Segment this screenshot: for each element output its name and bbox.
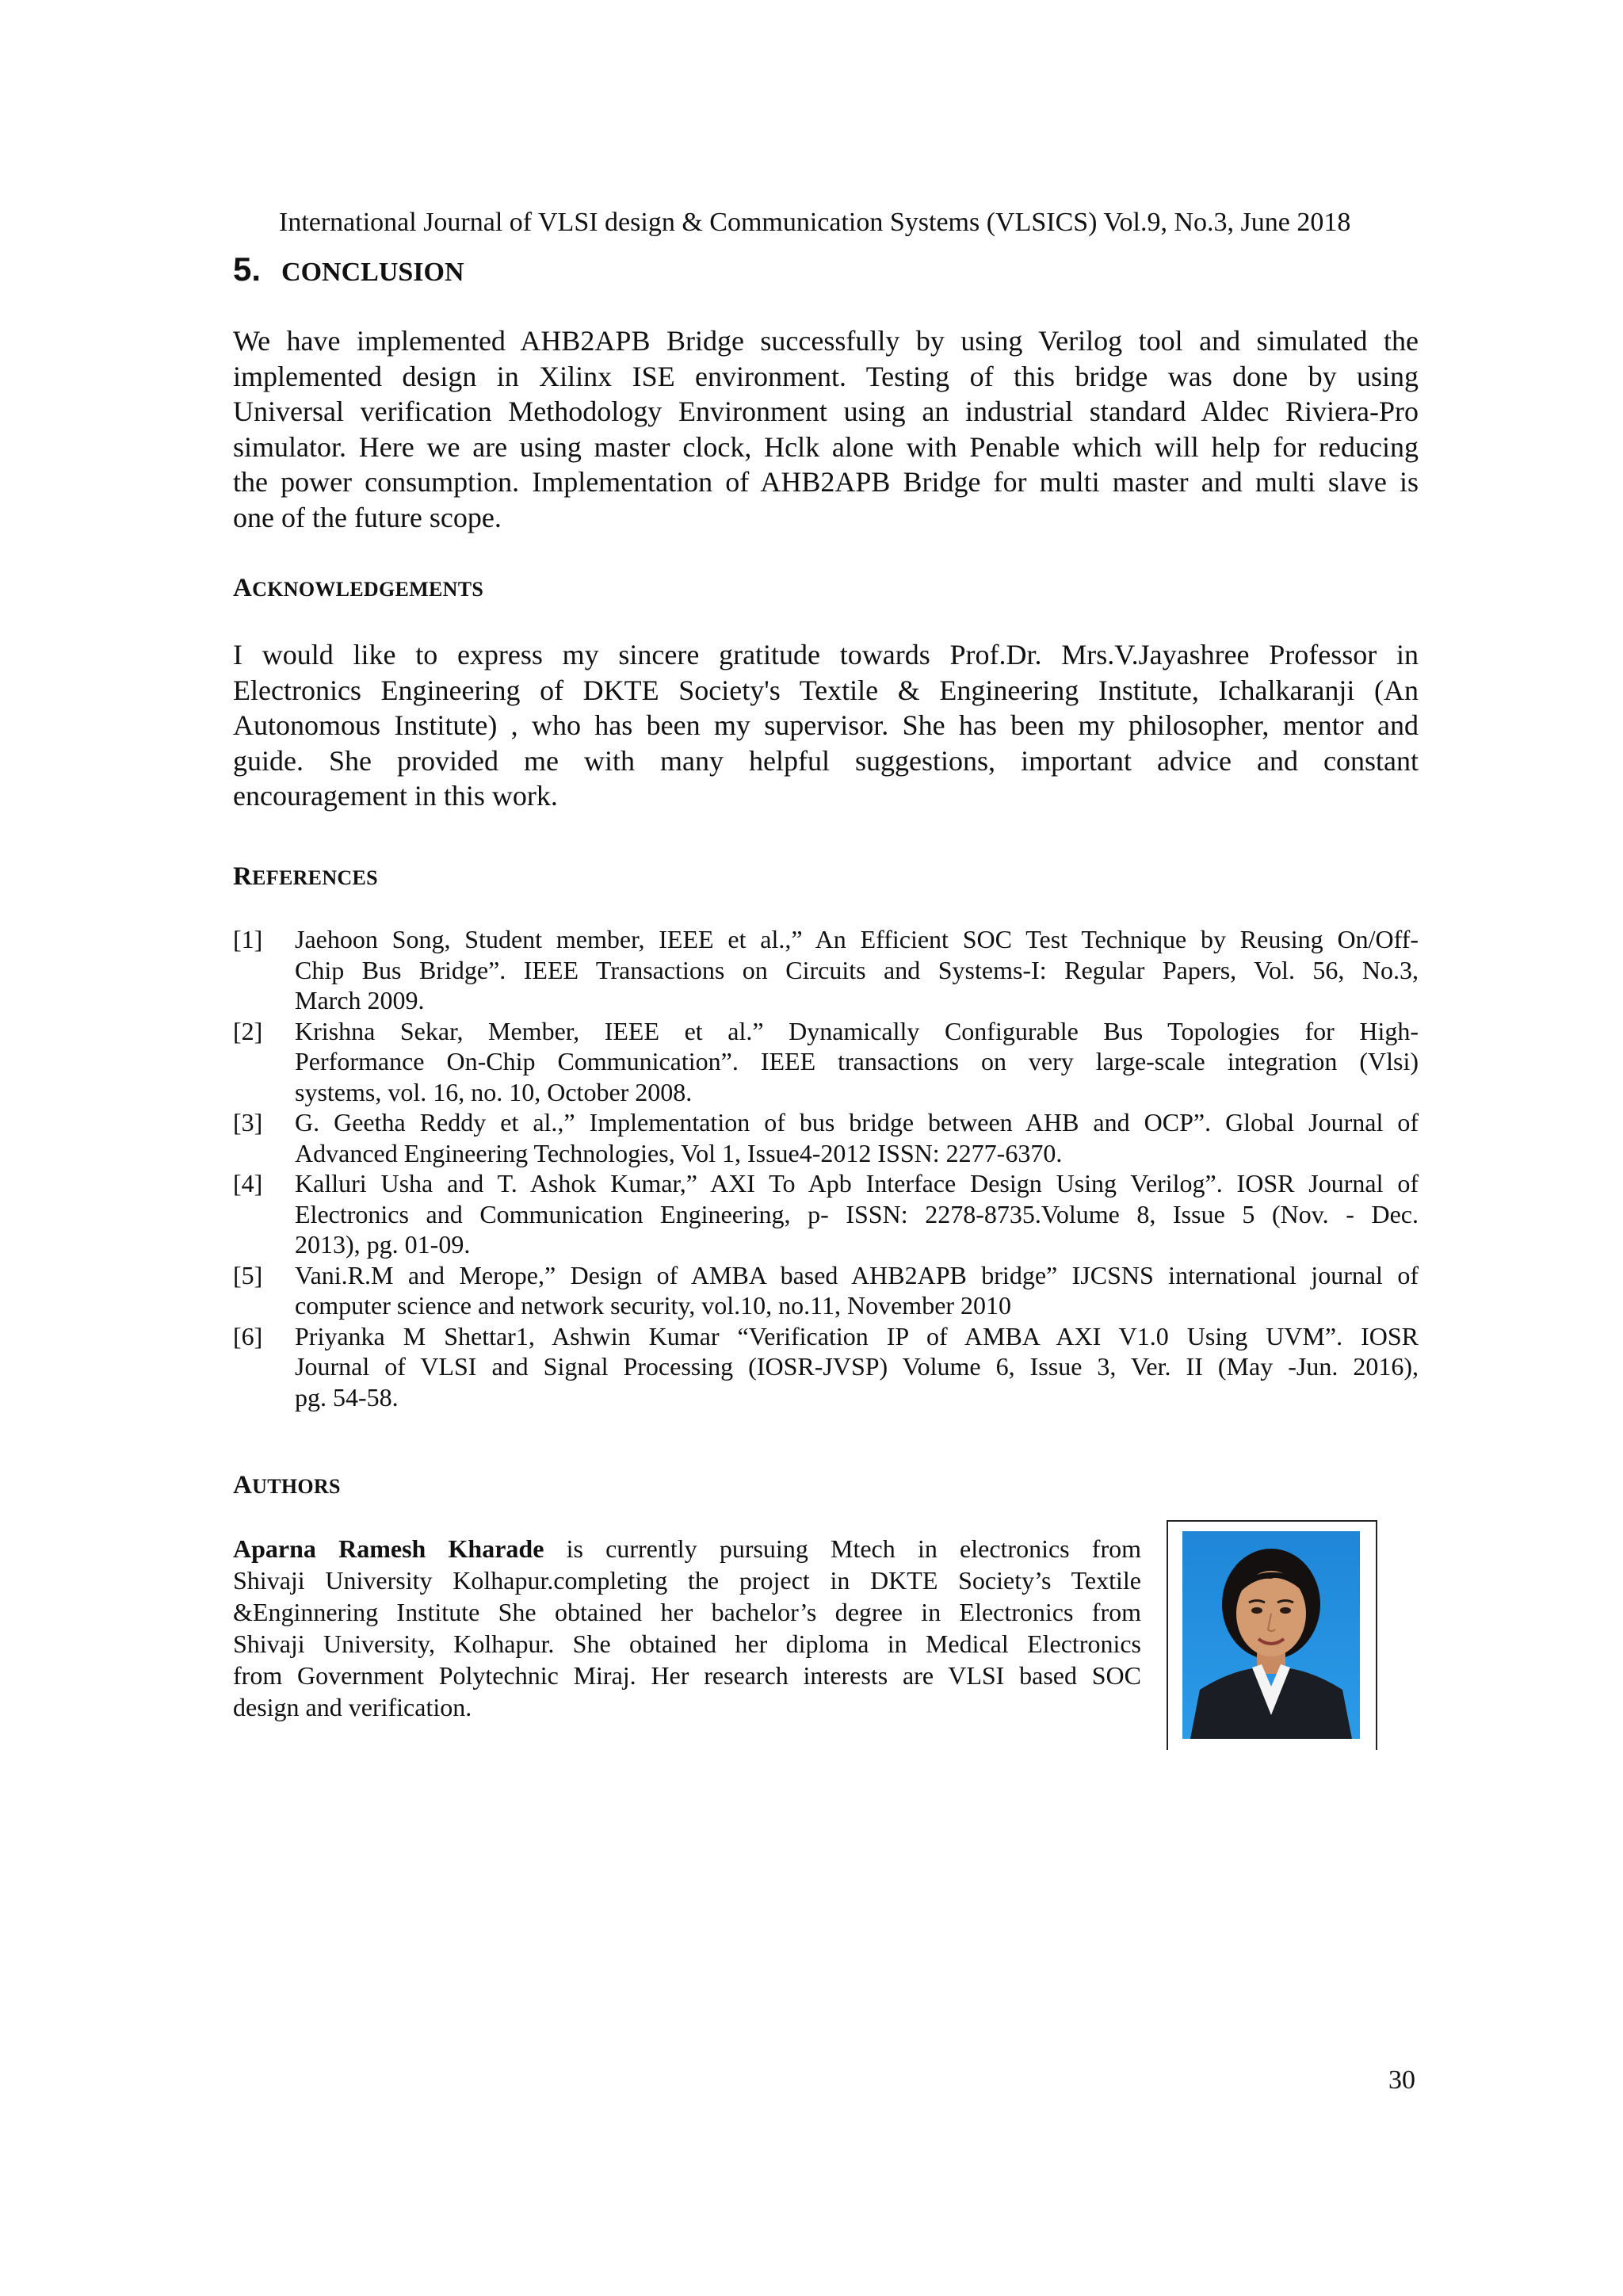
text-line: Shivaji University, Kolhapur. She obtained her diploma in Medical Electronics: [233, 1629, 1141, 1658]
text-line: implemented design in Xilinx ISE environment. Testing of this bridge was done by using: [233, 360, 1419, 392]
text-line: Electronics Engineering of DKTE Society's Textile & Engineering Institute, Ichalkaranji (An: [233, 674, 1419, 706]
author-photo: [1182, 1531, 1360, 1739]
text-line: guide. She provided me with many helpful suggestions, important advice and constant: [233, 744, 1419, 777]
reference-item: [233, 924, 1419, 1016]
heading-rest: EFERENCES: [252, 866, 378, 889]
text-line: pg. 54-58.: [295, 1382, 399, 1412]
text-line: Chip Bus Bridge”. IEEE Transactions on Circuits and Systems-I: Regular Papers, Vol. 56, No.3,: [295, 955, 1419, 984]
heading-rest: UTHORS: [252, 1475, 341, 1498]
reference-number: [3]: [233, 1108, 263, 1137]
text-line: systems, vol. 16, no. 10, October 2008.: [295, 1077, 693, 1106]
reference-number: [6]: [233, 1321, 263, 1350]
text-line: Universal verification Methodology Environment using an industrial standard Aldec Riviera-Pro: [233, 395, 1419, 427]
heading-authors: [233, 1471, 341, 1500]
text-line: 2013), pg. 01-09.: [295, 1230, 471, 1259]
heading-references: [233, 862, 378, 892]
heading-initial: R: [233, 862, 253, 891]
text-line: Kalluri Usha and T. Ashok Kumar,” AXI To Apb Interface Design Using Verilog”. IOSR Journal of: [295, 1169, 1419, 1198]
text-line: Krishna Sekar, Member, IEEE et al.” Dynamically Configurable Bus Topologies for High-: [295, 1016, 1419, 1045]
text-line: G. Geetha Reddy et al.,” Implementation of bus bridge between AHB and OCP”. Global Journal of: [295, 1108, 1419, 1137]
author-bio-start: is currently pursuing Mtech in electronics from: [544, 1534, 1142, 1563]
heading-initial: A: [233, 574, 253, 602]
text-line: I would like to express my sincere gratitude towards Prof.Dr. Mrs.V.Jayashree Professor in: [233, 639, 1419, 670]
reference-item: [233, 1107, 1419, 1168]
text-line: the power consumption. Implementation of AHB2APB Bridge for multi master and multi slave is: [233, 466, 1419, 498]
reference-number: [5]: [233, 1260, 263, 1289]
section-number: 5.: [233, 250, 262, 288]
text-line: computer science and network security, vol.10, no.11, November 2010: [295, 1291, 1012, 1320]
text-line: simulator. Here we are using master clock, Hclk alone with Penable which will help for reducing: [233, 430, 1419, 463]
text-line: from Government Polytechnic Miraj. Her research interests are VLSI based SOC: [233, 1661, 1141, 1690]
section-title: CONCLUSION: [281, 258, 464, 287]
text-line: Jaehoon Song, Student member, IEEE et al.,” An Efficient SOC Test Technique by Reusing On/Off-: [295, 925, 1419, 953]
reference-item: [233, 1168, 1419, 1260]
heading-initial: A: [233, 1471, 253, 1499]
text-line: design and verification.: [233, 1693, 472, 1721]
heading-acknowledgements: [233, 574, 483, 603]
text-line: March 2009.: [295, 986, 425, 1014]
reference-list: [233, 924, 1419, 1412]
author-bio: [233, 1533, 1141, 1723]
text-line: &Enginnering Institute She obtained her bachelor’s degree in Electronics from: [233, 1598, 1141, 1626]
reference-number: [4]: [233, 1169, 263, 1198]
text-line: Performance On-Chip Communication”. IEEE transactions on very large-scale integration (Vlsi): [295, 1047, 1419, 1075]
page-number: 30: [1388, 2065, 1415, 2095]
heading-rest: CKNOWLEDGEMENTS: [252, 578, 484, 601]
author-photo-frame: [1167, 1520, 1377, 1750]
acknowledgements-paragraph: [233, 637, 1419, 814]
text-line: Vani.R.M and Merope,” Design of AMBA based AHB2APB bridge” IJCSNS international journal of: [295, 1260, 1419, 1289]
text-line: Electronics and Communication Engineering, p- ISSN: 2278-8735.Volume 8, Issue 5 (Nov. - Dec.: [295, 1199, 1419, 1228]
text-line: Priyanka M Shettar1, Ashwin Kumar “Verification IP of AMBA AXI V1.0 Using UVM”. IOSR: [295, 1321, 1419, 1350]
running-header: International Journal of VLSI design & Communication Systems (VLSICS) Vol.9, No.3, June 2018: [279, 208, 1351, 237]
text-line: encouragement in this work.: [233, 780, 558, 812]
reference-item: [233, 1260, 1419, 1321]
text-line: one of the future scope.: [233, 501, 502, 533]
text-line: Advanced Engineering Technologies, Vol 1, Issue4-2012 ISSN: 2277-6370.: [295, 1138, 1063, 1167]
text-line: Shivaji University Kolhapur.completing the project in DKTE Society’s Textile: [233, 1566, 1141, 1595]
text-line: Autonomous Institute) , who has been my supervisor. She has been my philosopher, mentor and: [233, 709, 1419, 741]
text-line: Journal of VLSI and Signal Processing (IOSR-JVSP) Volume 6, Issue 3, Ver. II (May -Jun. 2016),: [295, 1352, 1419, 1381]
author-name: Aparna Ramesh Kharade: [233, 1534, 544, 1563]
section-heading-conclusion: [233, 250, 464, 288]
conclusion-paragraph: [233, 323, 1419, 535]
reference-number: [2]: [233, 1016, 263, 1045]
reference-item: [233, 1016, 1419, 1108]
text-line: [233, 1533, 1141, 1564]
text-line: We have implemented AHB2APB Bridge successfully by using Verilog tool and simulated the: [233, 325, 1419, 357]
reference-number: [1]: [233, 925, 263, 953]
reference-item: [233, 1321, 1419, 1413]
